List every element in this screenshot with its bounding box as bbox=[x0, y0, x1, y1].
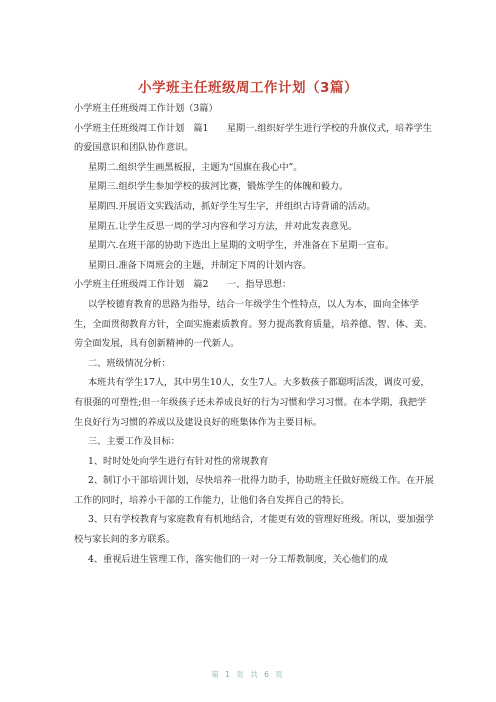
paragraph: 以学校德育教育的思路为指导，结合一年级学生个性特点，以人为本，面向全体学生，全面贯彻教育方针，全面实施素质教育。努力提高教育质量，培养德、智、体、美、劳全面发展，具有创新精神的一代新人。 bbox=[74, 298, 433, 350]
paragraph: 星期二.组织学生画黑板报，主题为“国旗在我心中”。 bbox=[88, 161, 303, 173]
paragraph: 1、时时处处向学生进行有针对性的常规教育 bbox=[88, 455, 269, 467]
paragraph: 星期五.让学生反思一周的学习内容和学习方法，并对此发表意见。 bbox=[88, 220, 358, 232]
paragraph: 星期六.在班干部的协助下选出上星期的文明学生，并准备在下星期一宣布。 bbox=[88, 240, 395, 252]
paragraph: 小学班主任班级周工作计划（3篇） bbox=[74, 103, 218, 114]
paragraph: 3、只有学校教育与家庭教育有机地结合，才能更有效的管理好班级。所以，要加强学校与家长间的多方联系。 bbox=[74, 514, 434, 546]
document-title: 小学班主任班级周工作计划（3篇） bbox=[138, 80, 358, 96]
paragraph: 4、重视后进生管理工作，落实他们的一对一分工帮教制度，关心他们的成 bbox=[88, 553, 388, 565]
paragraph: 本班共有学生17人，其中男生10人，女生7人。大多数孩子都聪明活泼，调皮可爱，有很强的可塑性;但一年级孩子还未养成良好的行为习惯和学习习惯。在本学期，我把学生良好行为习惯的养成以及建设良好的班集体作为主要目标。 bbox=[74, 377, 430, 428]
paragraph: 2、制订小干部培训计划，尽快培养一批得力助手，协助班主任做好班级工作。在开展工作的同时，培养小干部的工作能力，让他们各自发挥自己的特长。 bbox=[74, 475, 434, 506]
paragraph: 星期日.准备下周班会的主题，并制定下周的计划内容。 bbox=[88, 259, 312, 271]
paragraph: 星期四.开展语文实践活动，抓好学生写生字，并组织古诗背诵的活动。 bbox=[88, 200, 376, 212]
paragraph: 三、主要工作及目标： bbox=[88, 436, 180, 448]
paragraph: 星期三.组织学生参加学校的拔河比赛，锻炼学生的体魄和毅力。 bbox=[88, 181, 349, 193]
paragraph: 小学班主任班级周工作计划 篇2 一、指导思想： bbox=[74, 279, 292, 291]
paragraph: 二、班级情况分析： bbox=[88, 357, 171, 369]
paragraph: 小学班主任班级周工作计划 篇1 星期一.组织好学生进行学校的升旗仪式，培养学生的爱国意识和团队协作意识。 bbox=[74, 122, 432, 154]
page-footer: 第 1 页 共 6 页 bbox=[211, 670, 285, 679]
document-body bbox=[74, 99, 434, 569]
